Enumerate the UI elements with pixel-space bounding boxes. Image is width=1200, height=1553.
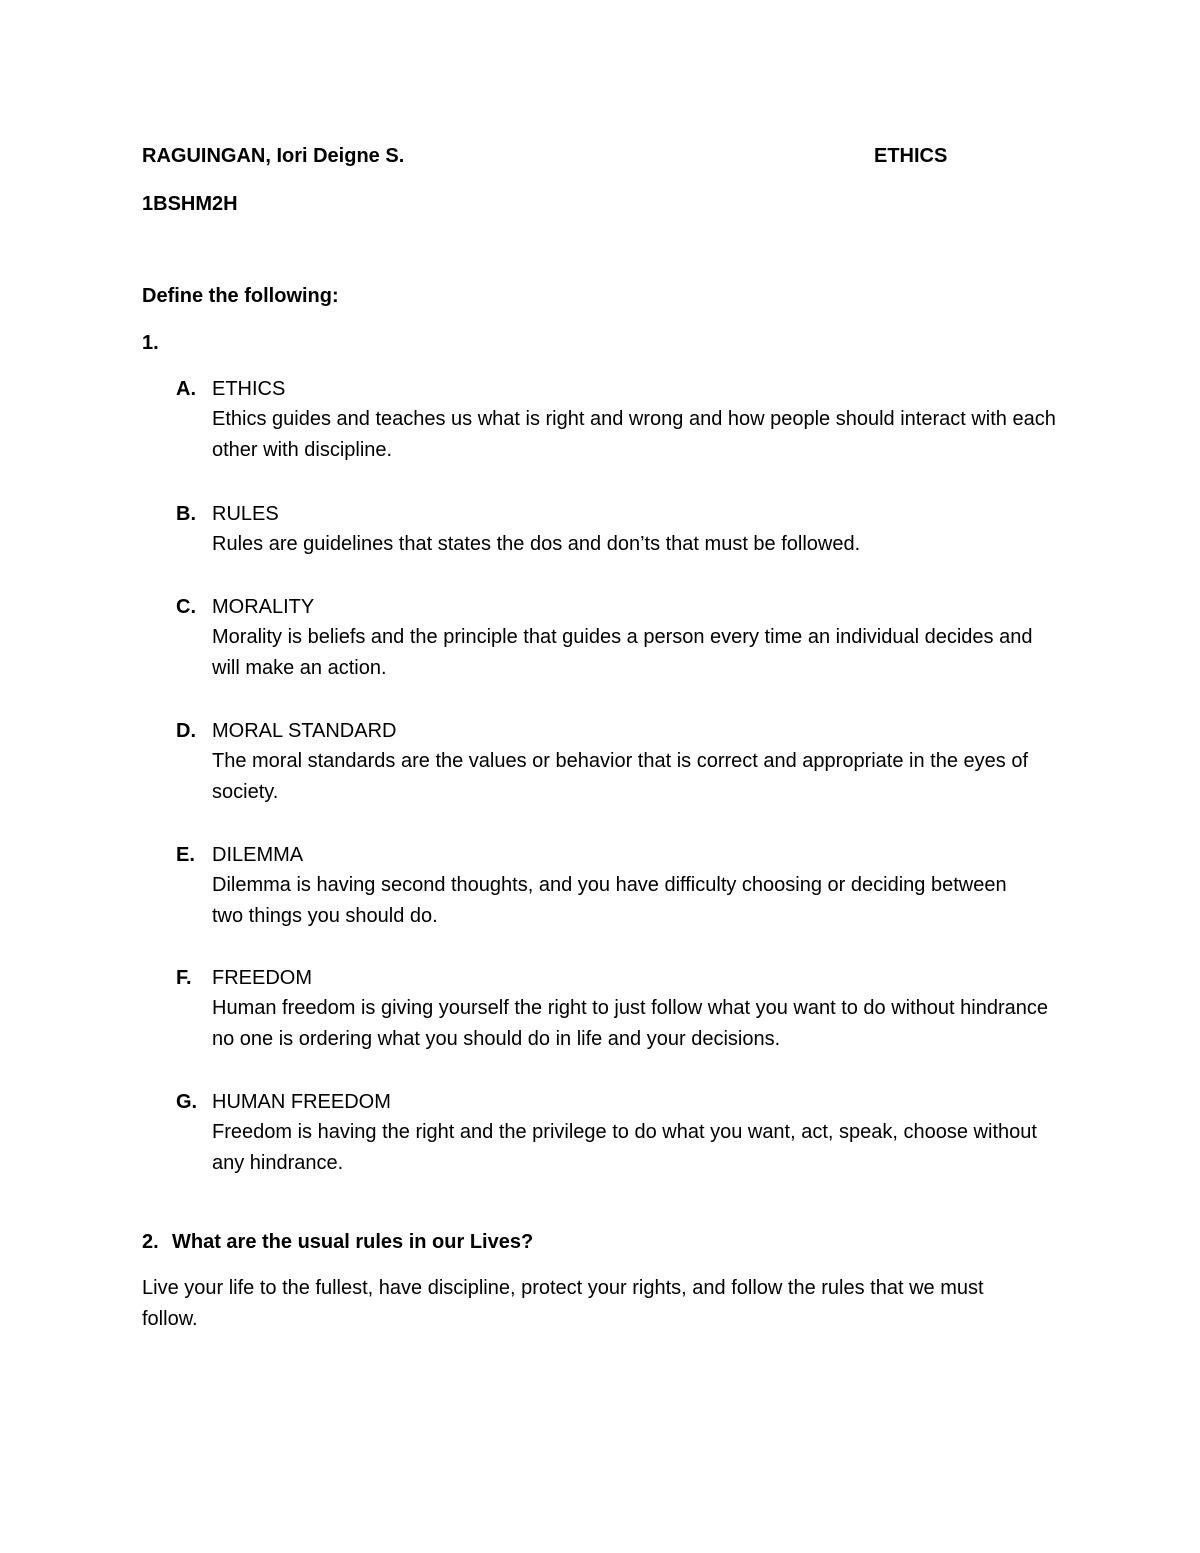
- item-term: FREEDOM: [212, 967, 312, 989]
- question-1-number: 1.: [142, 332, 159, 354]
- item-definition: Rules are guidelines that states the dos and don’ts that must be followed.: [212, 533, 861, 555]
- question-2-text: What are the usual rules in our Lives?: [172, 1231, 534, 1253]
- item-term: MORALITY: [212, 596, 315, 618]
- item-term: RULES: [212, 503, 279, 525]
- item-definition: Ethics guides and teaches us what is right and wrong and how people should interact with each other with discipline.: [212, 408, 1056, 461]
- subject-label: ETHICS: [874, 145, 948, 167]
- question-2-answer: Live your life to the fullest, have discipline, protect your rights, and follow the rules that we must follow.: [142, 1277, 984, 1330]
- item-term: MORAL STANDARD: [212, 720, 397, 742]
- item-term: ETHICS: [212, 378, 286, 400]
- item-letter: D.: [176, 720, 196, 742]
- student-name: RAGUINGAN, Iori Deigne S.: [142, 145, 405, 167]
- item-definition: Dilemma is having second thoughts, and you have difficulty choosing or deciding between two things you should do.: [212, 874, 1007, 927]
- item-definition: Morality is beliefs and the principle that guides a person every time an individual decides and will make an action.: [212, 626, 1033, 679]
- item-definition: Freedom is having the right and the privilege to do what you want, act, speak, choose without any hindrance.: [212, 1121, 1037, 1174]
- section-code: 1BSHM2H: [142, 193, 238, 215]
- item-letter: A.: [176, 378, 196, 400]
- item-term: HUMAN FREEDOM: [212, 1091, 391, 1113]
- instruction-heading: Define the following:: [142, 285, 339, 307]
- item-definition: The moral standards are the values or behavior that is correct and appropriate in the eyes of society.: [212, 750, 1029, 803]
- item-letter: F.: [176, 967, 192, 989]
- question-2-number: 2.: [142, 1231, 159, 1253]
- item-term: DILEMMA: [212, 844, 304, 866]
- item-letter: C.: [176, 596, 196, 618]
- item-letter: E.: [176, 844, 195, 866]
- item-letter: B.: [176, 503, 196, 525]
- item-definition: Human freedom is giving yourself the right to just follow what you want to do without hindrance no one is ordering what you should do in life and your decisions.: [212, 997, 1048, 1050]
- item-letter: G.: [176, 1091, 198, 1113]
